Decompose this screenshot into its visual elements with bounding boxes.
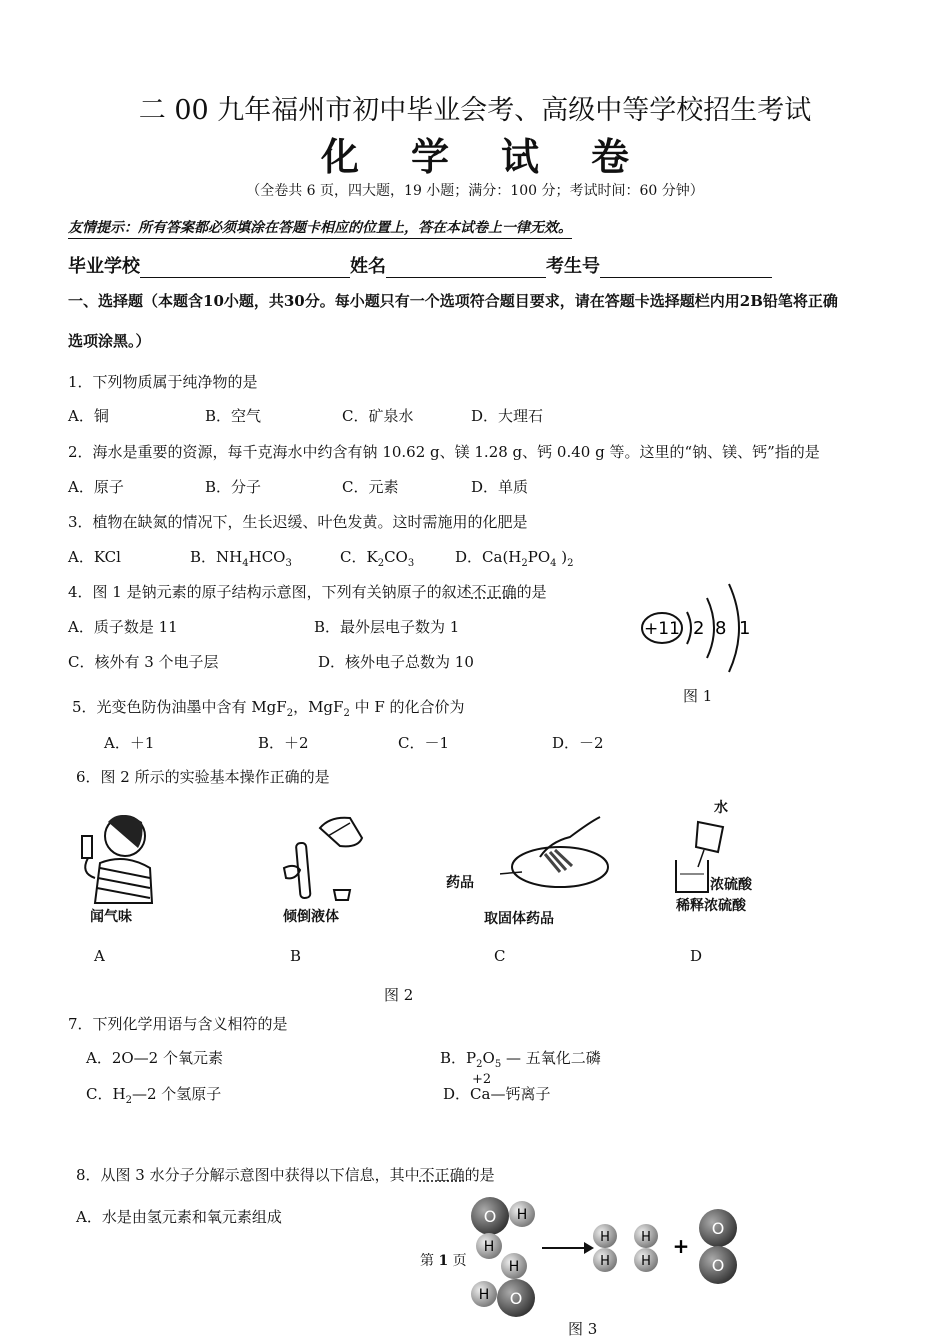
- subject-title: 化学试卷: [320, 134, 681, 179]
- q6-option-d: D: [690, 947, 703, 965]
- q2-stem: 2．海水是重要的资源，每千克海水中约含有钠 10.62 g、镁 1.28 g、钙 0.40 g 等。这里的“钠、镁、钙”指的是: [68, 443, 820, 461]
- svg-text:H: H: [641, 1230, 651, 1245]
- section1-line2: 选项涂黑。）: [68, 332, 151, 350]
- q7-option-d: D． +2 Ca—钙离子: [443, 1072, 551, 1103]
- q7-option-b: B．$P_2O_5$ — 五氧化二磷: [440, 1049, 601, 1070]
- figure2c-label: 取固体药品: [484, 911, 554, 927]
- q4-option-c: C．核外有 3 个电子层: [68, 653, 219, 671]
- section1-line1: 一、选择题（本题含10小题，共30分。每小题只有一个选项符合题目要求，请在答题卡选择题栏内用2B铅笔将正确: [68, 292, 838, 310]
- q3-option-b: B．$NH_4HCO_3$: [190, 548, 292, 569]
- q8-emphasis: 不正确: [419, 1166, 465, 1184]
- figure2b-pour-liquid-illustration: [270, 808, 370, 908]
- q3-option-d: D．$Ca(H_2PO_4$ )$_2$: [455, 548, 574, 569]
- student-fields: [68, 252, 772, 278]
- svg-text:+: +: [672, 1234, 690, 1258]
- figure2a-label: 闻气味: [90, 909, 132, 925]
- q3-stem: 3．植物在缺氮的情况下，生长迟缓、叶色发黄。这时需施用的化肥是: [68, 513, 528, 531]
- figure2c-solid-reagent-illustration: [500, 812, 610, 892]
- q4-option-d: D．核外电子总数为 10: [318, 653, 474, 671]
- q8-stem: 8．从图 3 水分子分解示意图中获得以下信息，其中不正确的是: [76, 1166, 495, 1184]
- svg-text:O: O: [711, 1256, 725, 1275]
- shell2-electrons: 8: [715, 618, 727, 639]
- page-number: 第 1 页: [420, 1253, 467, 1269]
- figure1-caption: 图 1: [683, 687, 713, 705]
- exam-no-blank[interactable]: [600, 257, 772, 278]
- q4-emphasis: 不正确: [471, 583, 517, 601]
- svg-text:H: H: [641, 1254, 651, 1269]
- q1-stem: 1．下列物质属于纯净物的是: [68, 373, 258, 391]
- q4-stem: 4．图 1 是钠元素的原子结构示意图，下列有关钠原子的叙述不正确的是: [68, 583, 547, 601]
- q7-stem: 7．下列化学用语与含义相符的是: [68, 1015, 288, 1033]
- nucleus-label: +11: [644, 619, 680, 639]
- figure1-atom-diagram: [635, 570, 770, 680]
- name-blank[interactable]: [386, 257, 546, 278]
- q2-option-c: C．元素: [342, 478, 399, 496]
- svg-text:O: O: [509, 1289, 523, 1308]
- q5-option-d: D．－2: [552, 734, 604, 752]
- svg-text:H: H: [600, 1254, 610, 1269]
- q1-option-c: C．矿泉水: [342, 407, 414, 425]
- figure2c-reagent-tag: 药品: [446, 875, 474, 891]
- q3-option-a: A．KCl: [68, 548, 121, 566]
- figure3-caption: 图 3: [568, 1320, 598, 1338]
- svg-text:O: O: [483, 1207, 497, 1226]
- school-label: 毕业学校: [68, 256, 140, 277]
- q6-option-b: B: [290, 947, 302, 965]
- q5-stem: 5．光变色防伪油墨中含有 MgF$_2$，MgF$_2$ 中 F 的化合价为: [72, 698, 465, 719]
- svg-text:O: O: [711, 1219, 725, 1238]
- q6-option-a: A: [94, 947, 105, 965]
- exam-info: （全卷共 6 页，四大题，19 小题；满分：100 分；考试时间：60 分钟）: [246, 183, 704, 199]
- figure2d-label: 稀释浓硫酸: [676, 898, 746, 914]
- figure2d-acid-label: 浓硫酸: [710, 877, 752, 893]
- q2-option-b: B．分子: [205, 478, 262, 496]
- figure2b-label: 倾倒液体: [283, 909, 339, 925]
- shell1-electrons: 2: [693, 618, 705, 639]
- q7-option-a: A．2O—2 个氧元素: [86, 1049, 223, 1067]
- q7-option-c: C．$H_2—2$ 个氢原子: [86, 1085, 222, 1106]
- exam-no-label: 考生号: [546, 256, 600, 277]
- q2-option-a: A．原子: [68, 478, 124, 496]
- q1-option-b: B．空气: [205, 407, 262, 425]
- q8-option-a: A．水是由氢元素和氧元素组成: [76, 1208, 282, 1226]
- figure2-caption: 图 2: [384, 986, 414, 1004]
- svg-text:H: H: [600, 1230, 610, 1245]
- svg-text:H: H: [508, 1259, 520, 1275]
- svg-text:H: H: [516, 1207, 528, 1223]
- svg-text:H: H: [478, 1287, 490, 1303]
- figure2d-water-label: 水: [714, 800, 728, 816]
- q1-option-d: D．大理石: [471, 407, 544, 425]
- friendly-tip: 友情提示：所有答案都必须填涂在答题卡相应的位置上，答在本试卷上一律无效。: [68, 217, 572, 239]
- school-blank[interactable]: [140, 257, 350, 278]
- exam-title: 二 00 九年福州市初中毕业会考、高级中等学校招生考试: [138, 95, 812, 126]
- q2-option-d: D．单质: [471, 478, 529, 496]
- q4-option-b: B．最外层电子数为 1: [314, 618, 460, 636]
- shell3-electrons: 1: [739, 618, 751, 639]
- figure2a-smell-illustration: [70, 808, 160, 908]
- q6-stem: 6．图 2 所示的实验基本操作正确的是: [76, 768, 330, 786]
- figure3-water-decomposition: [462, 1192, 762, 1322]
- svg-text:H: H: [483, 1239, 495, 1255]
- q6-option-c: C: [494, 947, 506, 965]
- q1-option-a: A．铜: [68, 407, 109, 425]
- q4-option-a: A．质子数是 11: [68, 618, 178, 636]
- q5-option-a: A．＋1: [104, 734, 155, 752]
- q5-option-b: B．＋2: [258, 734, 309, 752]
- name-label: 姓名: [350, 256, 386, 277]
- q3-option-c: C．$K_2CO_3$: [340, 548, 415, 569]
- calcium-valence: +2: [472, 1072, 492, 1087]
- q5-option-c: C．－1: [398, 734, 450, 752]
